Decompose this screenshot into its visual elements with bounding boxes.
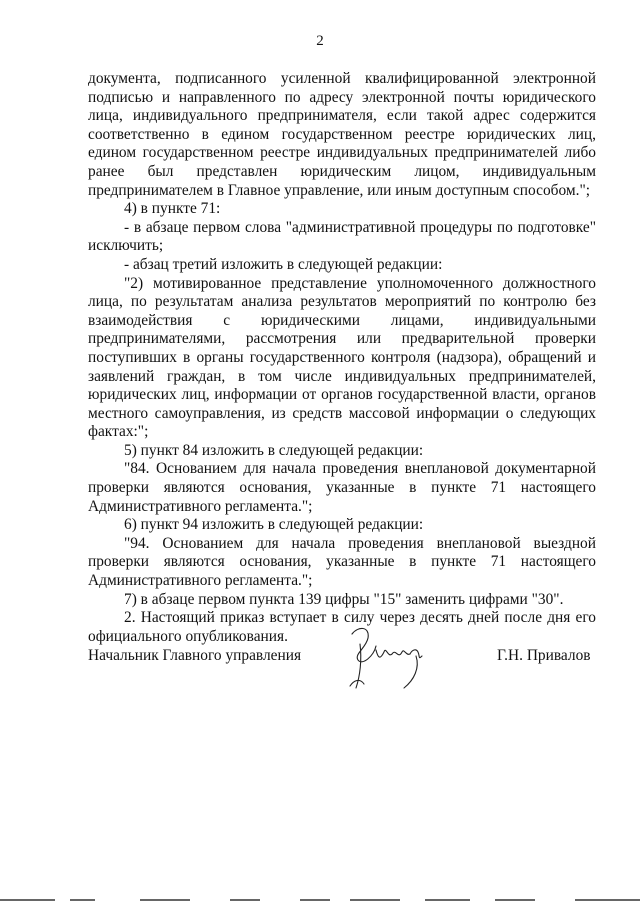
signatory-name: Г.Н. Привалов <box>497 647 591 664</box>
paragraph-item-4: 4) в пункте 71: <box>124 200 221 218</box>
paragraph-item-4-abzac-1: - в абзаце первом слова "административной процедуры по подготовке" исключить; <box>88 218 596 255</box>
paragraph-quote-84: "84. Основанием для начала проведения внеплановой документарной проверки являются основания, указанные в пункте 71 настоящего Административного регламента."; <box>88 460 596 515</box>
signatory-title: Начальник Главного управления <box>88 647 302 664</box>
paragraph-item-6: 6) пункт 94 изложить в следующей редакции: <box>124 516 424 534</box>
paragraph-item-4-abzac-3: - абзац третий изложить в следующей редакции: <box>124 255 443 273</box>
scan-edge-artifact <box>0 898 640 902</box>
paragraph-continuation: документа, подписанного усиленной квалифицированной электронной подписью и направленного по адресу электронной почты юридического лица, индивидуального предпринимателя, если такой адрес содержится соответственно в едином государственном реестре юридических лиц, едином государственном реестре индивидуальных предпринимателей либо ранее был представлен юридическим лицом, индивидуальным предпринимателем в Главное управление, или иным доступным способом."; <box>88 70 596 199</box>
page-number: 2 <box>316 33 324 49</box>
paragraph-clause-2: 2. Настоящий приказ вступает в силу через десять дней после дня его официального опубликования. <box>88 609 596 645</box>
handwritten-signature <box>340 620 440 695</box>
paragraph-quote-94: "94. Основанием для начала проведения внеплановой выездной проверки являются основания, указанные в пункте 71 настоящего Административного регламента."; <box>88 534 596 590</box>
paragraph-item-7: 7) в абзаце первом пункта 139 цифры "15" заменить цифрами "30". <box>124 590 564 608</box>
paragraph-item-5: 5) пункт 84 изложить в следующей редакции: <box>124 441 424 459</box>
paragraph-quote-2: "2) мотивированное представление уполномоченного должностного лица, по результатам анализа результатов мероприятий по контролю без взаимодействия с юридическими лицами, индивидуальными предпринимателями, рассмотрения или предварительной проверки поступивших в органы государственного контроля (надзора), обращений и заявлений граждан, в том числе индивидуальных предпринимателей, юридических лиц, информации от органов государственной власти, органов местного самоуправления, из средств массовой информации о следующих фактах:"; <box>88 274 596 441</box>
document-body <box>88 70 596 646</box>
